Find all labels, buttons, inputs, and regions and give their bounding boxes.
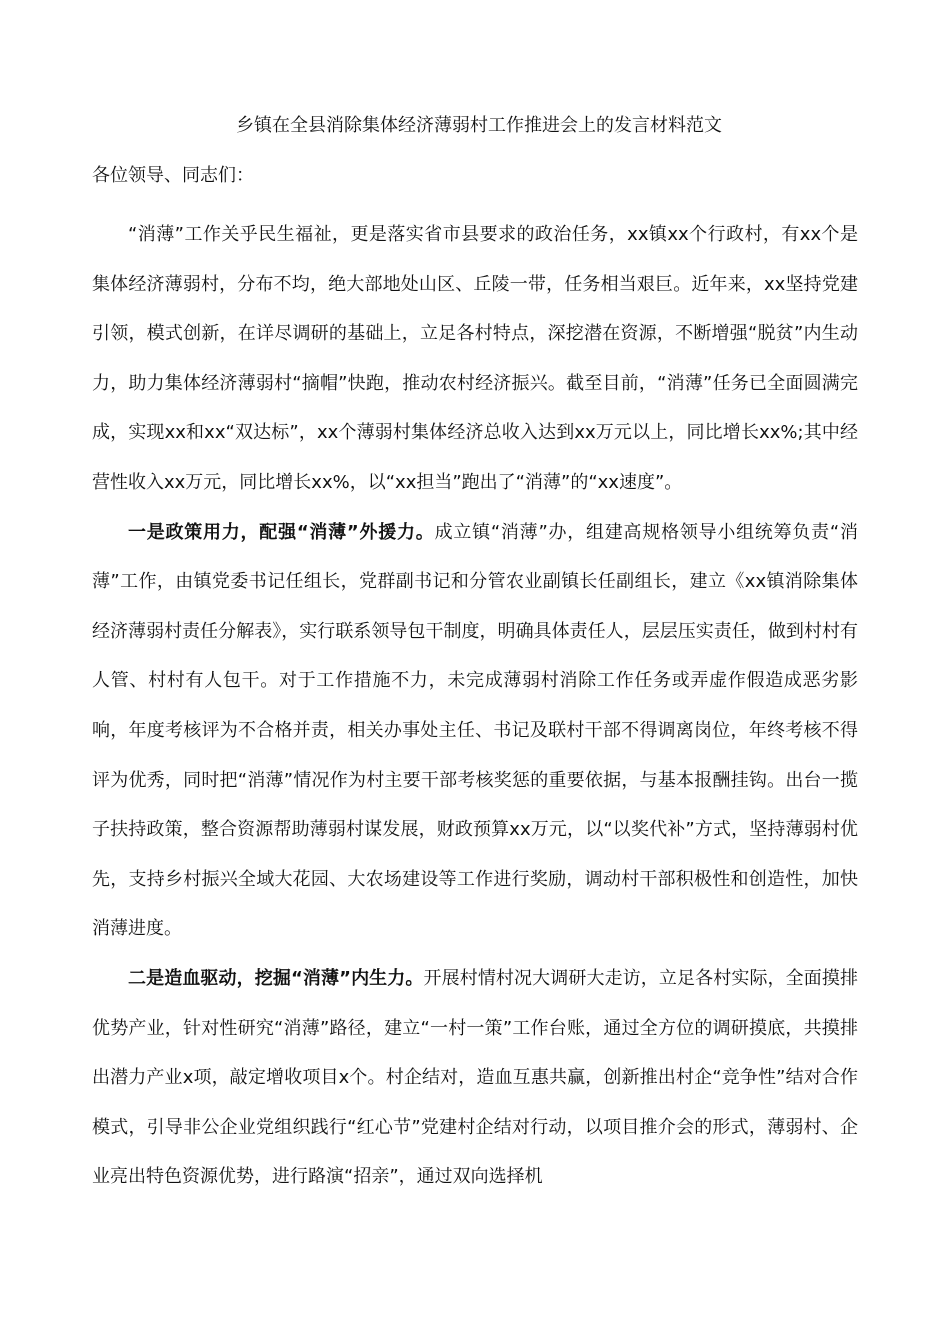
paragraph-hematopoiesis <box>92 954 858 1202</box>
paragraph-intro <box>92 210 858 508</box>
paragraph-body: “消薄”工作关乎民生福祉，更是落实省市县要求的政治任务，xx镇xx个行政村，有xx个是集体经济薄弱村，分布不均，绝大部地处山区、丘陵一带，任务相当艰巨。近年来，xx坚持党建引领，模式创新，在详尽调研的基础上，立足各村特点，深挖潜在资源，不断增强“脱贫”内生动力，助力集体经济薄弱村“摘帽”快跑，推动农村经济振兴。截至目前，“消薄”任务已全面圆满完成，实现xx和xx“双达标”，xx个薄弱村集体经济总收入达到xx万元以上，同比增长xx%;其中经营性收入xx万元，同比增长xx%，以“xx担当”跑出了“消薄”的“xx速度”。 <box>92 224 858 493</box>
salutation: 各位领导、同志们： <box>92 165 254 186</box>
paragraph-lead: 一是政策用力，配强“消薄”外援力。 <box>128 521 435 543</box>
paragraph-policy <box>92 508 858 954</box>
paragraph-lead: 二是造血驱动，挖掘“消薄”内生力。 <box>128 967 424 989</box>
document-title: 乡镇在全县消除集体经济薄弱村工作推进会上的发言材料范文 <box>236 115 722 136</box>
paragraph-body: 成立镇“消薄”办，组建高规格领导小组统筹负责“消薄”工作，由镇党委书记任组长，党群副书记和分管农业副镇长任副组长，建立《xx镇消除集体经济薄弱村责任分解表》，实行联系领导包干制度，明确具体责任人，层层压实责任，做到村村有人管、村村有人包干。对于工作措施不力，未完成薄弱村消除工作任务或弄虚作假造成恶劣影响，年度考核评为不合格并责，相关办事处主任、书记及联村干部不得调离岗位，年终考核不得评为优秀，同时把“消薄”情况作为村主要干部考核奖惩的重要依据，与基本报酬挂钩。出台一揽子扶持政策，整合资源帮助薄弱村谋发展，财政预算xx万元，以“以奖代补”方式，坚持薄弱村优先，支持乡村振兴全域大花园、大农场建设等工作进行奖励，调动村干部积极性和创造性，加快消薄进度。 <box>92 521 858 940</box>
paragraph-body: 开展村情村况大调研大走访，立足各村实际，全面摸排优势产业，针对性研究“消薄”路径，建立“一村一策”工作台账，通过全方位的调研摸底，共摸排出潜力产业x项，敲定增收项目x个。村企结对，造血互惠共赢，创新推出村企“竞争性”结对合作模式，引导非公企业党组织践行“红心节”党建村企结对行动，以项目推介会的形式，薄弱村、企业亮出特色资源优势，进行路演“招亲”，通过双向选择机 <box>92 967 858 1188</box>
